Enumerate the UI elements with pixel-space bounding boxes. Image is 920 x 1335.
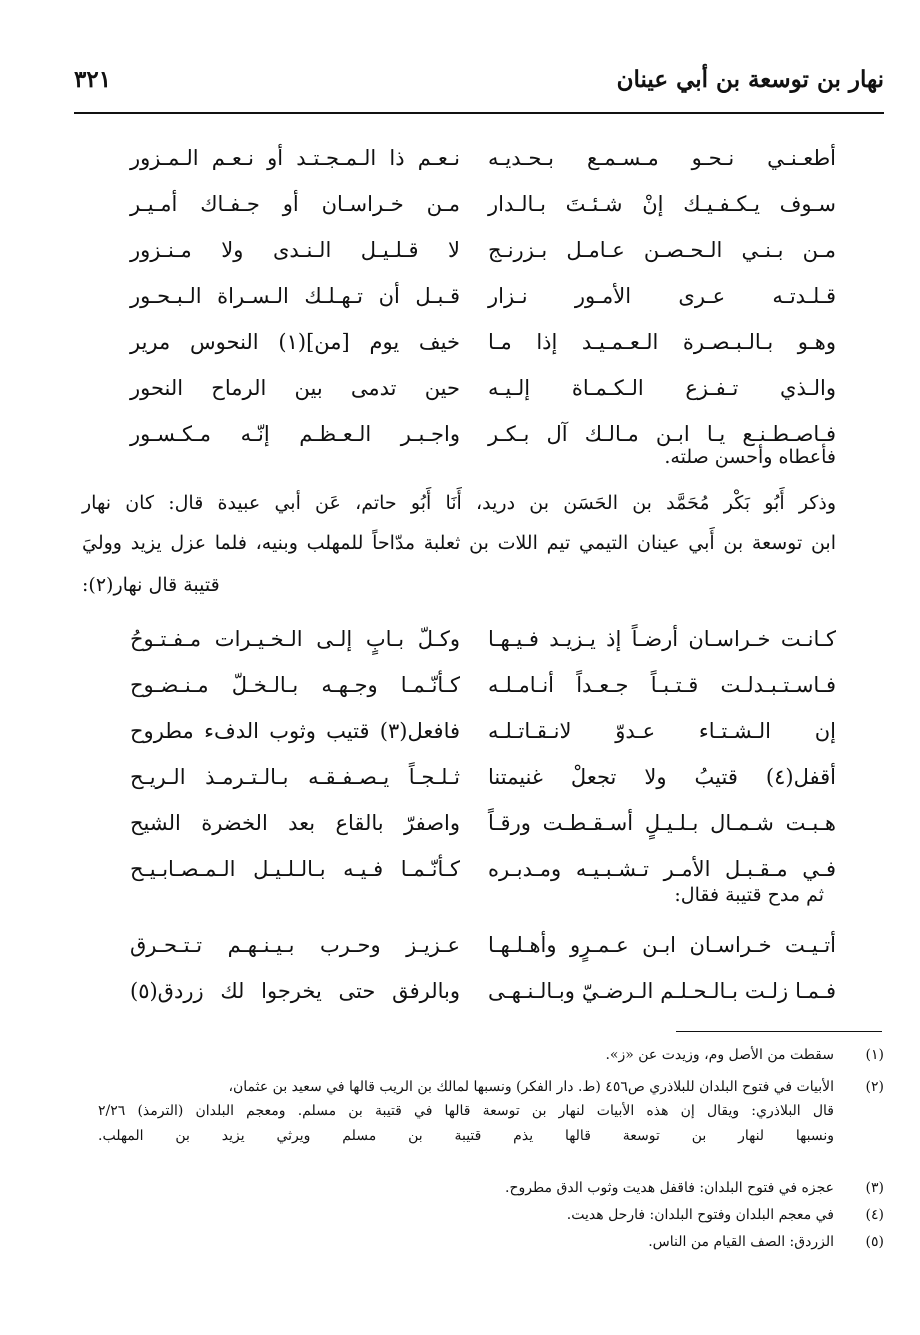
running-title: نهار بن توسعة بن أبي عينان xyxy=(616,66,884,93)
narrative-line: فأعطاه وأحسن صلته. xyxy=(664,446,836,468)
verse-second-hemistich: لا قـلـيـل الـنـدى ولا مـنـزور xyxy=(130,238,460,262)
verse-first-hemistich: مـن بـنـي الـحـصـن عـامـل بـزرنـج xyxy=(488,238,836,262)
footnote-number: (٣) xyxy=(865,1180,884,1196)
footnote-rule xyxy=(676,1031,882,1032)
paragraph-line: قتيبة قال نهار(٢): xyxy=(82,574,220,596)
footnote-number: (٥) xyxy=(865,1234,884,1250)
footnote-text: عجزه في فتوح البلدان: فاقفل هديت وثوب الدق مطروح. xyxy=(505,1180,834,1196)
footnote-text: الزردق: الصف القيام من الناس. xyxy=(648,1234,834,1250)
footnote-text: الأبيات في فتوح البلدان للبلاذري ص٤٥٦ (ط. دار الفكر) ونسبها لمالك بن الريب قالها في سعيد بن عثمان، xyxy=(228,1079,834,1095)
verse-first-hemistich: أتـيـت خـراسـان ابـن عـمـرٍو وأهـلـهـا xyxy=(488,933,836,957)
paragraph-line: وذكر أَبُو بَكْر مُحَمَّد بن الحَسَن بن دريد، أَنَا أَبُو حاتم، عَن أبي عبيدة قال: كان نهار xyxy=(82,492,836,514)
verse-second-hemistich: واجـبـر الـعـظـم إنّـه مـكـسـور xyxy=(130,422,460,446)
verse-first-hemistich: فـاسـتـبـدلـت قـتـبـاً جـعـداً أنـامـلـه xyxy=(488,673,836,697)
verse-first-hemistich: كـانـت خـراسـان أرضـاً إذ يـزيـد فـيـهـا xyxy=(488,627,836,651)
verse-second-hemistich: قـبـل أن تـهـلـك الـسـراة الـبـحـور xyxy=(130,284,460,308)
verse-first-hemistich: فـاصـطـنـع يـا ابـن مـالـك آل بـكـر xyxy=(488,422,836,446)
verse-first-hemistich: فـي مـقـبـل الأمـر تـشـبـيـه ومـدبـره xyxy=(488,857,836,881)
header-rule xyxy=(74,112,884,114)
footnote-number: (٤) xyxy=(865,1207,884,1223)
page-header xyxy=(74,66,884,106)
footnote-text: ونسبها لنهار بن توسعة قالها يذم قتيبة بن مسلم ويرثي يزيد بن المهلب. xyxy=(98,1128,834,1144)
verse-second-hemistich: كـأنّـمـا فـيـه بـالـلـيـل الـمـصـابـيـح xyxy=(130,857,460,881)
verse-second-hemistich: ثـلـجـاً يـصـفـقـه بـالـتـرمـذ الـريـح xyxy=(130,765,460,789)
verse-first-hemistich: والـذي تـفـزع الـكـمـاة إلـيـه xyxy=(488,376,836,400)
page-number: ٣٢١ xyxy=(74,66,112,93)
verse-second-hemistich: مـن خـراسـان أو جـفـاك أمـيـر xyxy=(130,192,460,216)
verse-first-hemistich: سـوف يـكـفـيـك إنْ شـئـتَ بـالـدار xyxy=(488,192,836,216)
footnote xyxy=(80,1180,884,1202)
verse-first-hemistich: هـبـت شـمـال بـلـيـلٍ أسـقـطـت ورقـاً xyxy=(488,811,836,835)
narrative-line: ثم مدح قتيبة فقال: xyxy=(674,884,824,906)
verse-first-hemistich: أطعـنـي نـحـو مـسـمـع بـحـديـه xyxy=(488,146,836,170)
footnote-number: (١) xyxy=(865,1047,884,1063)
verse-first-hemistich: وهـو بـالـبـصـرة الـعـمـيـد إذا مـا xyxy=(488,330,836,354)
verse-second-hemistich: عـزيـز وحـرب بـيـنـهـم تـتـحـرق xyxy=(130,933,460,957)
verse-second-hemistich: كـأنّـمـا وجـهـه بـالـخـلّ مـنـضـوح xyxy=(130,673,460,697)
verse-second-hemistich: واصفرّ بالقاع بعد الخضرة الشيح xyxy=(130,811,460,835)
verse-first-hemistich: إن الـشـتـاء عـدوّ لانـقـاتـلـه xyxy=(488,719,836,743)
footnote xyxy=(80,1234,884,1256)
footnote xyxy=(80,1047,884,1069)
verse-first-hemistich: قـلـدتـه عـرى الأمـور نـزار xyxy=(488,284,836,308)
footnote xyxy=(80,1079,884,1101)
footnote xyxy=(80,1207,884,1229)
paragraph-line: ابن توسعة بن أَبي عينان التيمي تيم اللات بن ثعلبة مدّاحاً للمهلب وبنيه، فلما عزل يزيد ووليَ xyxy=(82,532,836,554)
verse-second-hemistich: وكـلّ بـابٍ إلـى الـخـيـرات مـفـتـوحُ xyxy=(130,627,460,651)
verse-second-hemistich: نـعـم ذا الـمـجـتـد أو نـعـم الـمـزور xyxy=(130,146,460,170)
verse-second-hemistich: خيف يوم [من](١) النحوس مرير xyxy=(130,330,460,354)
verse-first-hemistich: أقفل(٤) قتيبُ ولا تجعلْ غنيمتنا xyxy=(488,765,836,789)
footnote-text: قال البلاذري: ويقال إن هذه الأبيات لنهار بن توسعة قالها في قتيبة بن مسلم. ومعجم البلدان (الترمذ) ٢/٢٦ xyxy=(98,1103,834,1119)
verse-first-hemistich: فـمـا زلـت بـالـحـلـم الـرضـيّ وبـالـنـهـى xyxy=(488,979,836,1003)
verse-second-hemistich: فافعل(٣) قتيب وثوب الدفء مطروح xyxy=(130,719,460,743)
verse-second-hemistich: وبالرفق حتى يخرجوا لك زردق(٥) xyxy=(130,979,460,1003)
footnote-number: (٢) xyxy=(865,1079,884,1095)
verse-second-hemistich: حين تدمى بين الرماح النحور xyxy=(130,376,460,400)
footnote-text: سقطت من الأصل وم، وزيدت عن «ز». xyxy=(605,1047,834,1063)
footnote-text: في معجم البلدان وفتوح البلدان: فارحل هديت. xyxy=(566,1207,834,1223)
